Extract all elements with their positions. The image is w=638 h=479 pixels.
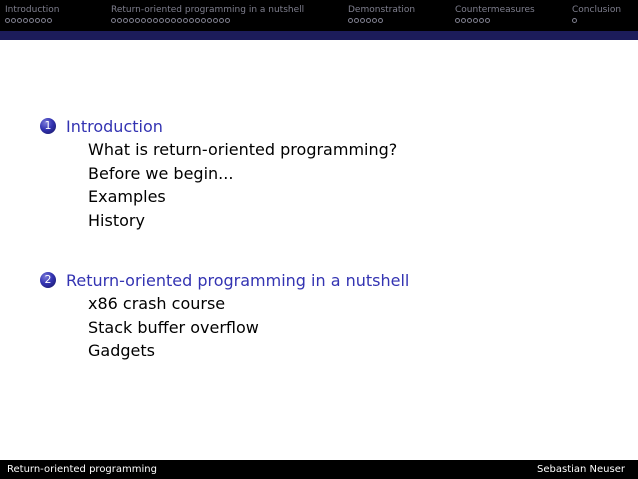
- frame-dot-icon[interactable]: [29, 18, 34, 23]
- frame-dot-icon[interactable]: [47, 18, 52, 23]
- frame-dot-icon[interactable]: [467, 18, 472, 23]
- toc-subsection-item[interactable]: What is return-oriented programming?: [88, 140, 398, 159]
- frame-dot-icon[interactable]: [5, 18, 10, 23]
- nav-section-label: Countermeasures: [455, 5, 535, 15]
- slide-footer: [0, 460, 638, 479]
- toc-section-heading[interactable]: [40, 116, 397, 136]
- table-of-contents: [0, 40, 638, 460]
- toc-subsection-list: [88, 292, 409, 363]
- frame-dot-icon[interactable]: [129, 18, 134, 23]
- frame-dot-icon[interactable]: [225, 18, 230, 23]
- frame-dot-icon[interactable]: [572, 18, 577, 23]
- toc-subsection-item[interactable]: x86 crash course: [88, 294, 226, 313]
- footer-presentation-title: Return-oriented programming: [7, 464, 157, 475]
- frame-dot-icon[interactable]: [219, 18, 224, 23]
- frame-dot-icon[interactable]: [153, 18, 158, 23]
- nav-section-label: Conclusion: [572, 5, 622, 15]
- toc-subsection-item[interactable]: Before we begin...: [88, 163, 234, 183]
- frame-dot-icon[interactable]: [135, 18, 140, 23]
- nav-frame-dots[interactable]: [111, 18, 230, 24]
- section-number-ball-icon: 1: [40, 118, 56, 134]
- footer-author: Sebastian Neuser: [537, 464, 625, 475]
- frame-dot-icon[interactable]: [479, 18, 484, 23]
- frame-dot-icon[interactable]: [195, 18, 200, 23]
- frame-dot-icon[interactable]: [183, 18, 188, 23]
- frame-dot-icon[interactable]: [348, 18, 353, 23]
- frame-dot-icon[interactable]: [117, 18, 122, 23]
- toc-subsection-item[interactable]: History: [88, 210, 145, 230]
- frame-dot-icon[interactable]: [378, 18, 383, 23]
- toc-section-introduction: [40, 116, 397, 232]
- frame-dot-icon[interactable]: [141, 18, 146, 23]
- frame-dot-icon[interactable]: [171, 18, 176, 23]
- frame-dot-icon[interactable]: [354, 18, 359, 23]
- nav-frame-dots[interactable]: [455, 18, 490, 24]
- frame-dot-icon[interactable]: [147, 18, 152, 23]
- frame-dot-icon[interactable]: [473, 18, 478, 23]
- frame-dot-icon[interactable]: [213, 18, 218, 23]
- nav-frame-dots[interactable]: [572, 18, 577, 24]
- nav-section-label: Demonstration: [348, 5, 416, 15]
- frame-dot-icon[interactable]: [159, 18, 164, 23]
- header-accent-bar: [0, 31, 638, 40]
- frame-dot-icon[interactable]: [11, 18, 16, 23]
- frame-dot-icon[interactable]: [207, 18, 212, 23]
- frame-dot-icon[interactable]: [189, 18, 194, 23]
- frame-dot-icon[interactable]: [35, 18, 40, 23]
- toc-subsection-list: [88, 138, 397, 232]
- frame-dot-icon[interactable]: [455, 18, 460, 23]
- toc-subsection-item[interactable]: Gadgets: [88, 341, 155, 360]
- frame-dot-icon[interactable]: [177, 18, 182, 23]
- frame-dot-icon[interactable]: [485, 18, 490, 23]
- frame-dot-icon[interactable]: [461, 18, 466, 23]
- toc-section-rop-nutshell: [40, 270, 409, 363]
- frame-dot-icon[interactable]: [165, 18, 170, 23]
- nav-section-label: Return-oriented programming in a nutshell: [111, 5, 305, 15]
- frame-dot-icon[interactable]: [17, 18, 22, 23]
- frame-dot-icon[interactable]: [201, 18, 206, 23]
- toc-subsection-item[interactable]: Stack buffer overflow: [88, 317, 259, 337]
- frame-dot-icon[interactable]: [111, 18, 116, 23]
- nav-section-label: Introduction: [5, 5, 60, 15]
- toc-section-title: Introduction: [66, 116, 163, 136]
- section-number-ball-icon: 2: [40, 272, 56, 288]
- frame-dot-icon[interactable]: [41, 18, 46, 23]
- section-navigation-bar: [0, 0, 638, 31]
- nav-frame-dots[interactable]: [348, 18, 383, 24]
- frame-dot-icon[interactable]: [23, 18, 28, 23]
- frame-dot-icon[interactable]: [123, 18, 128, 23]
- frame-dot-icon[interactable]: [360, 18, 365, 23]
- toc-section-heading[interactable]: [40, 270, 409, 290]
- toc-section-title: Return-oriented programming in a nutshell: [66, 270, 410, 290]
- toc-subsection-item[interactable]: Examples: [88, 187, 166, 206]
- nav-frame-dots[interactable]: [5, 18, 52, 24]
- frame-dot-icon[interactable]: [366, 18, 371, 23]
- frame-dot-icon[interactable]: [372, 18, 377, 23]
